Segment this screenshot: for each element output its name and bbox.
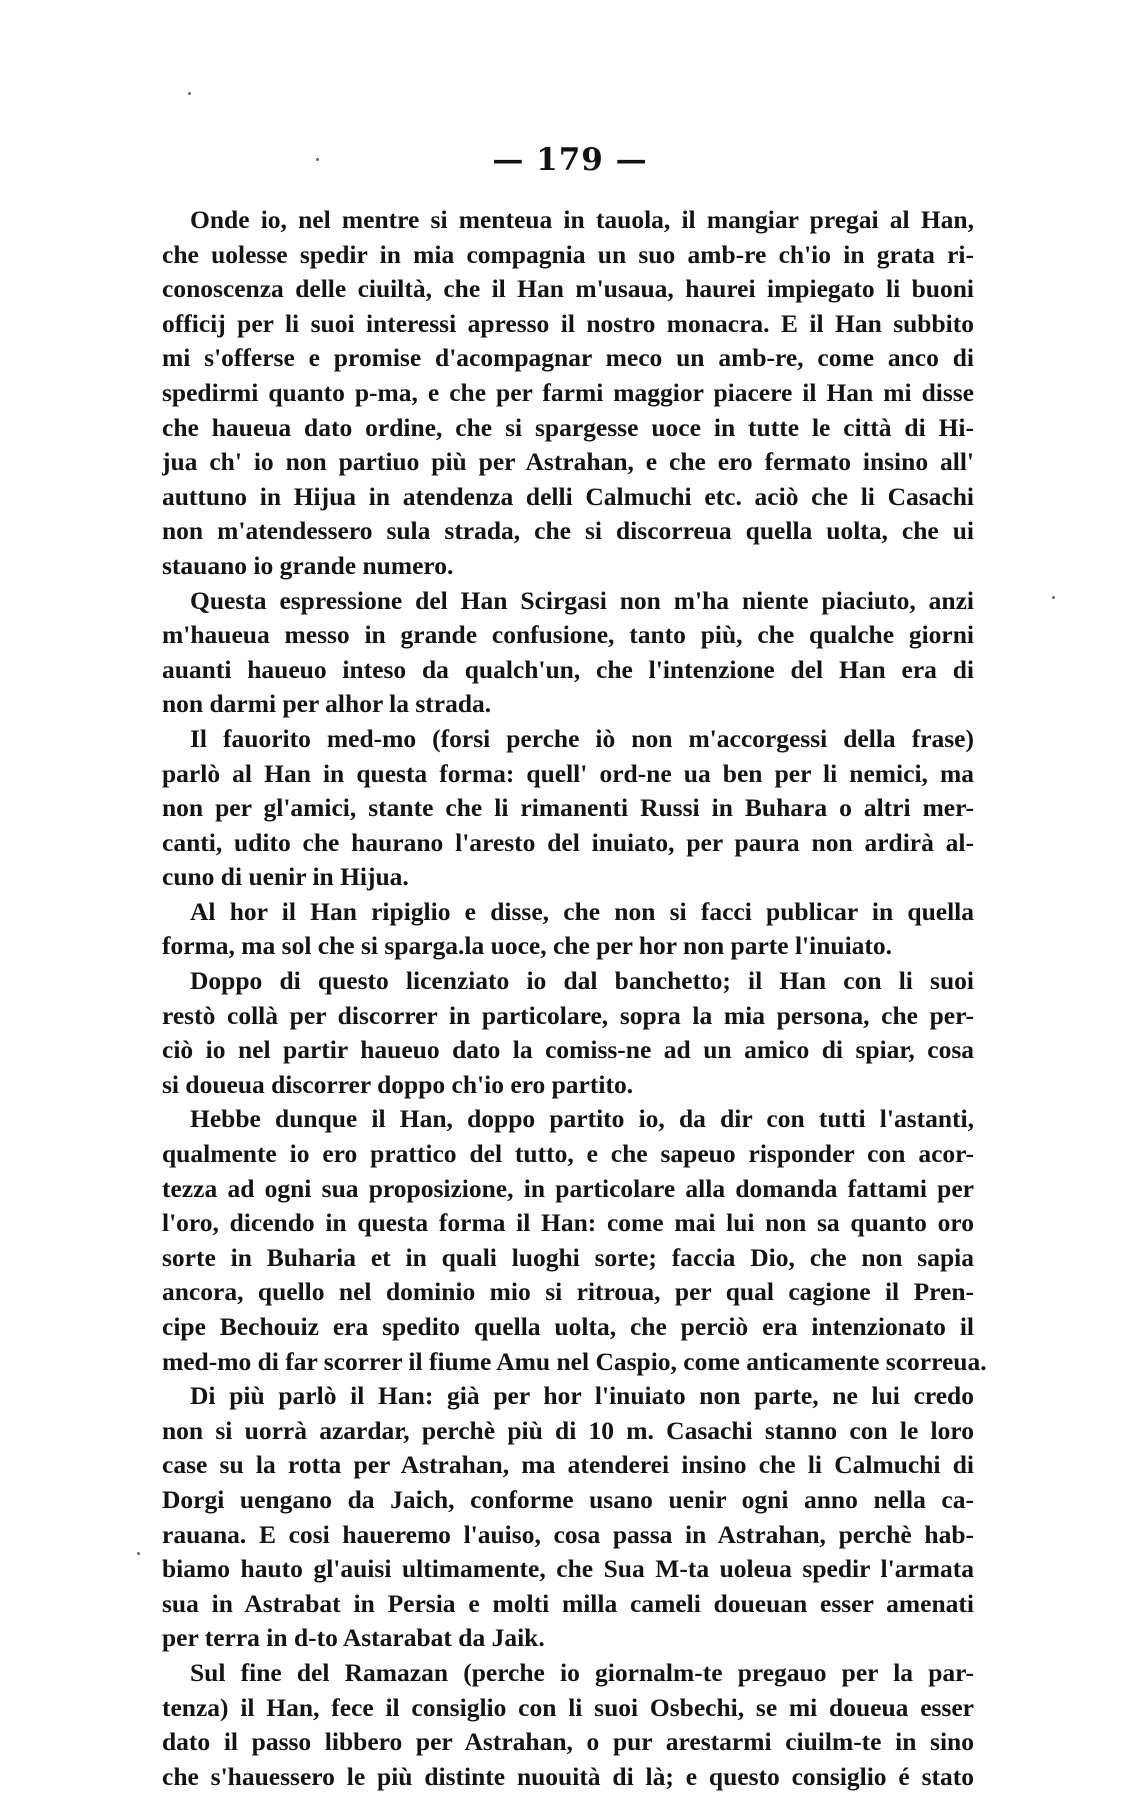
text-line: non m'atendessero sula strada, che si discorreua quella uolta, che ui [162, 516, 974, 546]
text-line: restò collà per discorrer in particolare, sopra la mia persona, che per- [162, 1000, 974, 1030]
text-line: canti, udito che haurano l'aresto del inuiato, per paura non ardirà al- [162, 827, 974, 857]
text-line: si doueua discorrer doppo ch'io ero partito. [162, 1069, 634, 1099]
text-line: rauana. E cosi haueremo l'auiso, cosa passa in Astrahan, perchè hab- [162, 1519, 974, 1549]
text-line: spedirmi quanto p-ma, e che per farmi maggior piacere il Han mi disse [162, 377, 974, 407]
text-line: non si uorrà azardar, perchè più di 10 m. Casachi stanno con le loro [162, 1415, 974, 1445]
text-line: ancora, quello nel dominio mio si ritroua, per qual cagione il Pren- [162, 1277, 974, 1307]
text-line: auttuno in Hijua in atendenza delli Calmuchi etc. aciò che li Casachi [162, 481, 974, 511]
text-line: Di più parlò il Han: già per hor l'inuiato non parte, ne lui credo [190, 1381, 974, 1411]
text-line: sorte in Buharia et in quali luoghi sorte; faccia Dio, che non sapia [162, 1242, 974, 1272]
text-line: tenza) il Han, fece il consiglio con li suoi Osbechi, se mi doueua esser [162, 1692, 974, 1722]
text-line: m'haueua messo in grande confusione, tanto più, che qualche giorni [162, 620, 974, 650]
text-line: l'oro, dicendo in questa forma il Han: come mai lui non sa quanto oro [162, 1208, 974, 1238]
text-line: che s'hauessero le più distinte nuouità di là; e questo consiglio é stato [162, 1761, 974, 1791]
text-line: Hebbe dunque il Han, doppo partito io, da dir con tutti l'astanti, [190, 1104, 974, 1134]
text-line: Il fauorito med-mo (forsi perche iò non m'accorgessi della frase) [190, 723, 974, 753]
text-line: Al hor il Han ripiglio e disse, che non si facci publicar in quella [190, 896, 974, 926]
text-line: non per gl'amici, stante che li rimanenti Russi in Buhara o altri mer- [162, 793, 974, 823]
text-line: med-mo di far scorrer il fiume Amu nel Caspio, come anticamente scorreua. [162, 1346, 987, 1376]
print-speck [137, 1552, 140, 1555]
text-line: Onde io, nel mentre si menteua in tauola, il mangiar pregai al Han, [190, 205, 974, 234]
page-number: — 179 — [492, 142, 648, 178]
text-line: Dorgi uengano da Jaich, conforme usano uenir ogni anno nella ca- [162, 1484, 974, 1514]
text-line: Sul fine del Ramazan (perche io giornalm-te pregauo per la par- [190, 1657, 974, 1687]
text-line: per terra in d-to Astarabat da Jaik. [162, 1623, 545, 1653]
text-line: mi s'offerse e promise d'acompagnar meco un amb-re, come anco di [162, 343, 974, 373]
print-speck [188, 92, 191, 95]
text-line: Doppo di questo licenziato io dal banchetto; il Han con li suoi [190, 966, 974, 996]
text-line: forma, ma sol che si sparga.la uoce, che per hor non parte l'inuiato. [162, 931, 893, 961]
print-speck [1052, 596, 1055, 599]
text-line: che haueua dato ordine, che si spargesse uoce in tutte le città di Hi- [162, 412, 974, 442]
text-line: parlò al Han in questa forma: quell' ord-ne ua ben per li nemici, ma [162, 758, 974, 788]
text-line: che uolesse spedir in mia compagnia un suo amb-re ch'io in grata ri- [162, 239, 974, 269]
text-line: jua ch' io non partiuo più per Astrahan, e che ero fermato insino all' [162, 447, 974, 477]
body-text [162, 203, 987, 1794]
text-line: stauano io grande numero. [162, 550, 454, 580]
text-line: Questa espressione del Han Scirgasi non m'ha niente piaciuto, anzi [190, 585, 974, 615]
text-line: tezza ad ogni sua proposizione, in particolare alla domanda fattami per [162, 1173, 974, 1203]
text-line: dato il passo libbero per Astrahan, o pur arestarmi ciuilm-te in sino [162, 1727, 974, 1757]
text-line: officij per li suoi interessi apresso il nostro monacra. E il Han subbito [162, 308, 974, 338]
text-line: non darmi per alhor la strada. [162, 689, 492, 719]
text-line: conoscenza delle ciuiltà, che il Han m'usaua, haurei impiegato li buoni [162, 274, 974, 304]
text-line: cuno di uenir in Hijua. [162, 862, 409, 892]
text-line: cipe Bechouiz era spedito quella uolta, che perciò era intenzionato il [162, 1312, 974, 1341]
text-line: biamo hauto gl'auisi ultimamente, che Sua M-ta uoleua spedir l'armata [162, 1554, 974, 1584]
text-line: ciò io nel partir haueuo dato la comiss-ne ad un amico di spiar, cosa [162, 1035, 974, 1065]
text-line: sua in Astrabat in Persia e molti milla cameli doueuan esser amenati [162, 1588, 974, 1618]
text-line: case su la rotta per Astrahan, ma atenderei insino che li Calmuchi di [162, 1450, 974, 1480]
print-speck [316, 158, 319, 161]
text-line: auanti haueuo inteso da qualch'un, che l'intenzione del Han era di [162, 654, 974, 684]
text-line: qualmente io ero prattico del tutto, e che sapeuo risponder con acor- [162, 1139, 974, 1169]
